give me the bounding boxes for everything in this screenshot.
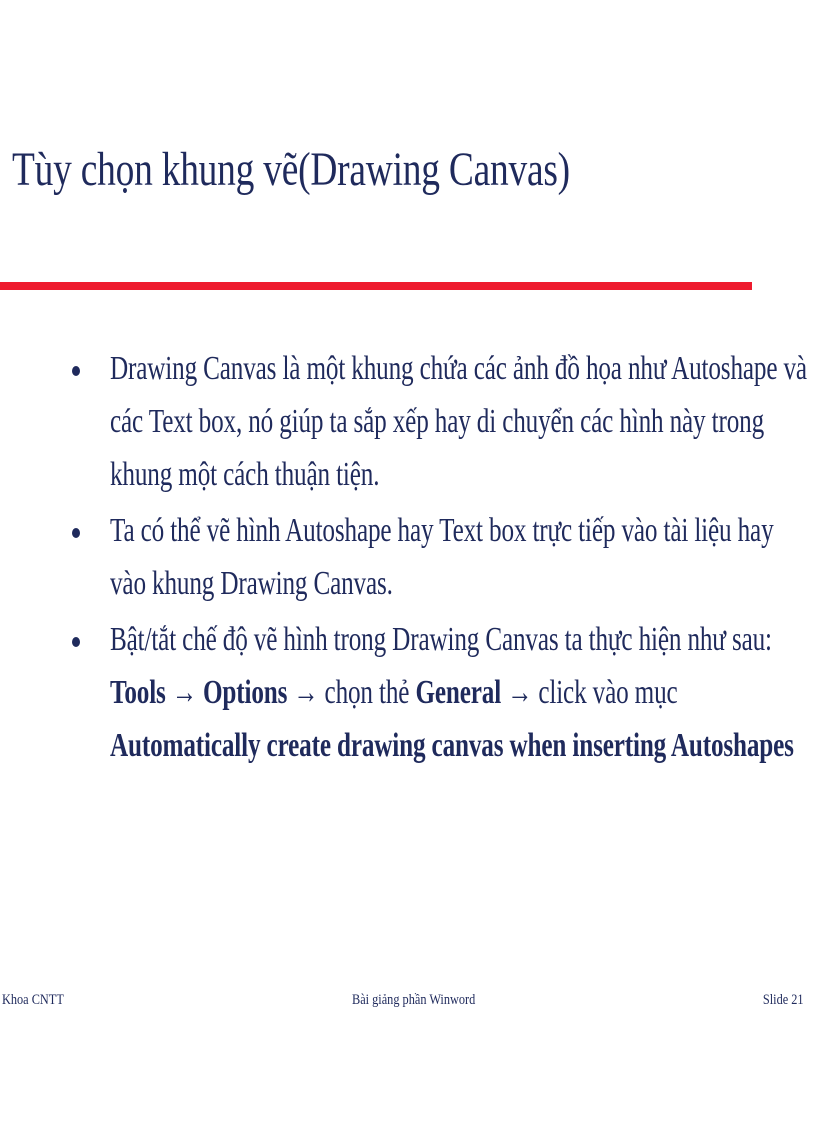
bullet-item bbox=[0, 342, 816, 501]
option-name-label: Automatically create drawing canvas when inserting Autoshapes bbox=[110, 727, 794, 764]
bullet-icon bbox=[72, 366, 80, 376]
bullet-line: các Text box, nó giúp ta sắp xếp hay di chuyển các hình này trong bbox=[110, 403, 765, 440]
bullet-line: khung một cách thuận tiện. bbox=[110, 456, 380, 493]
bullet-icon bbox=[72, 637, 80, 647]
menu-path-line bbox=[110, 666, 678, 719]
arrow-separator: → click vào mục bbox=[501, 674, 678, 711]
bullet-line: Ta có thể vẽ hình Autoshape hay Text box trực tiếp vào tài liệu hay bbox=[110, 512, 774, 549]
bullet-line: Drawing Canvas là một khung chứa các ảnh đồ họa như Autoshape và bbox=[110, 350, 807, 387]
menu-options-label: Options bbox=[202, 674, 288, 711]
footer-department: Khoa CNTT bbox=[2, 992, 64, 1008]
arrow-separator: → chọn thẻ bbox=[287, 674, 416, 711]
footer-lecture-title: Bài giảng phần Winword bbox=[352, 992, 476, 1008]
bullet-item bbox=[0, 504, 816, 610]
tab-general-label: General bbox=[415, 674, 502, 711]
menu-tools-label: Tools bbox=[110, 674, 166, 711]
bullet-list bbox=[0, 342, 816, 775]
option-name-line bbox=[110, 719, 794, 772]
bullet-line: Bật/tắt chế độ vẽ hình trong Drawing Canvas ta thực hiện như sau: bbox=[110, 621, 772, 658]
bullet-item bbox=[0, 613, 816, 772]
title-divider bbox=[0, 282, 752, 290]
footer-slide-number: Slide 21 bbox=[763, 992, 804, 1008]
arrow-separator: → bbox=[165, 674, 203, 711]
slide-title: Tùy chọn khung vẽ(Drawing Canvas) bbox=[12, 143, 570, 196]
bullet-line: vào khung Drawing Canvas. bbox=[110, 565, 393, 602]
bullet-icon bbox=[72, 528, 80, 538]
